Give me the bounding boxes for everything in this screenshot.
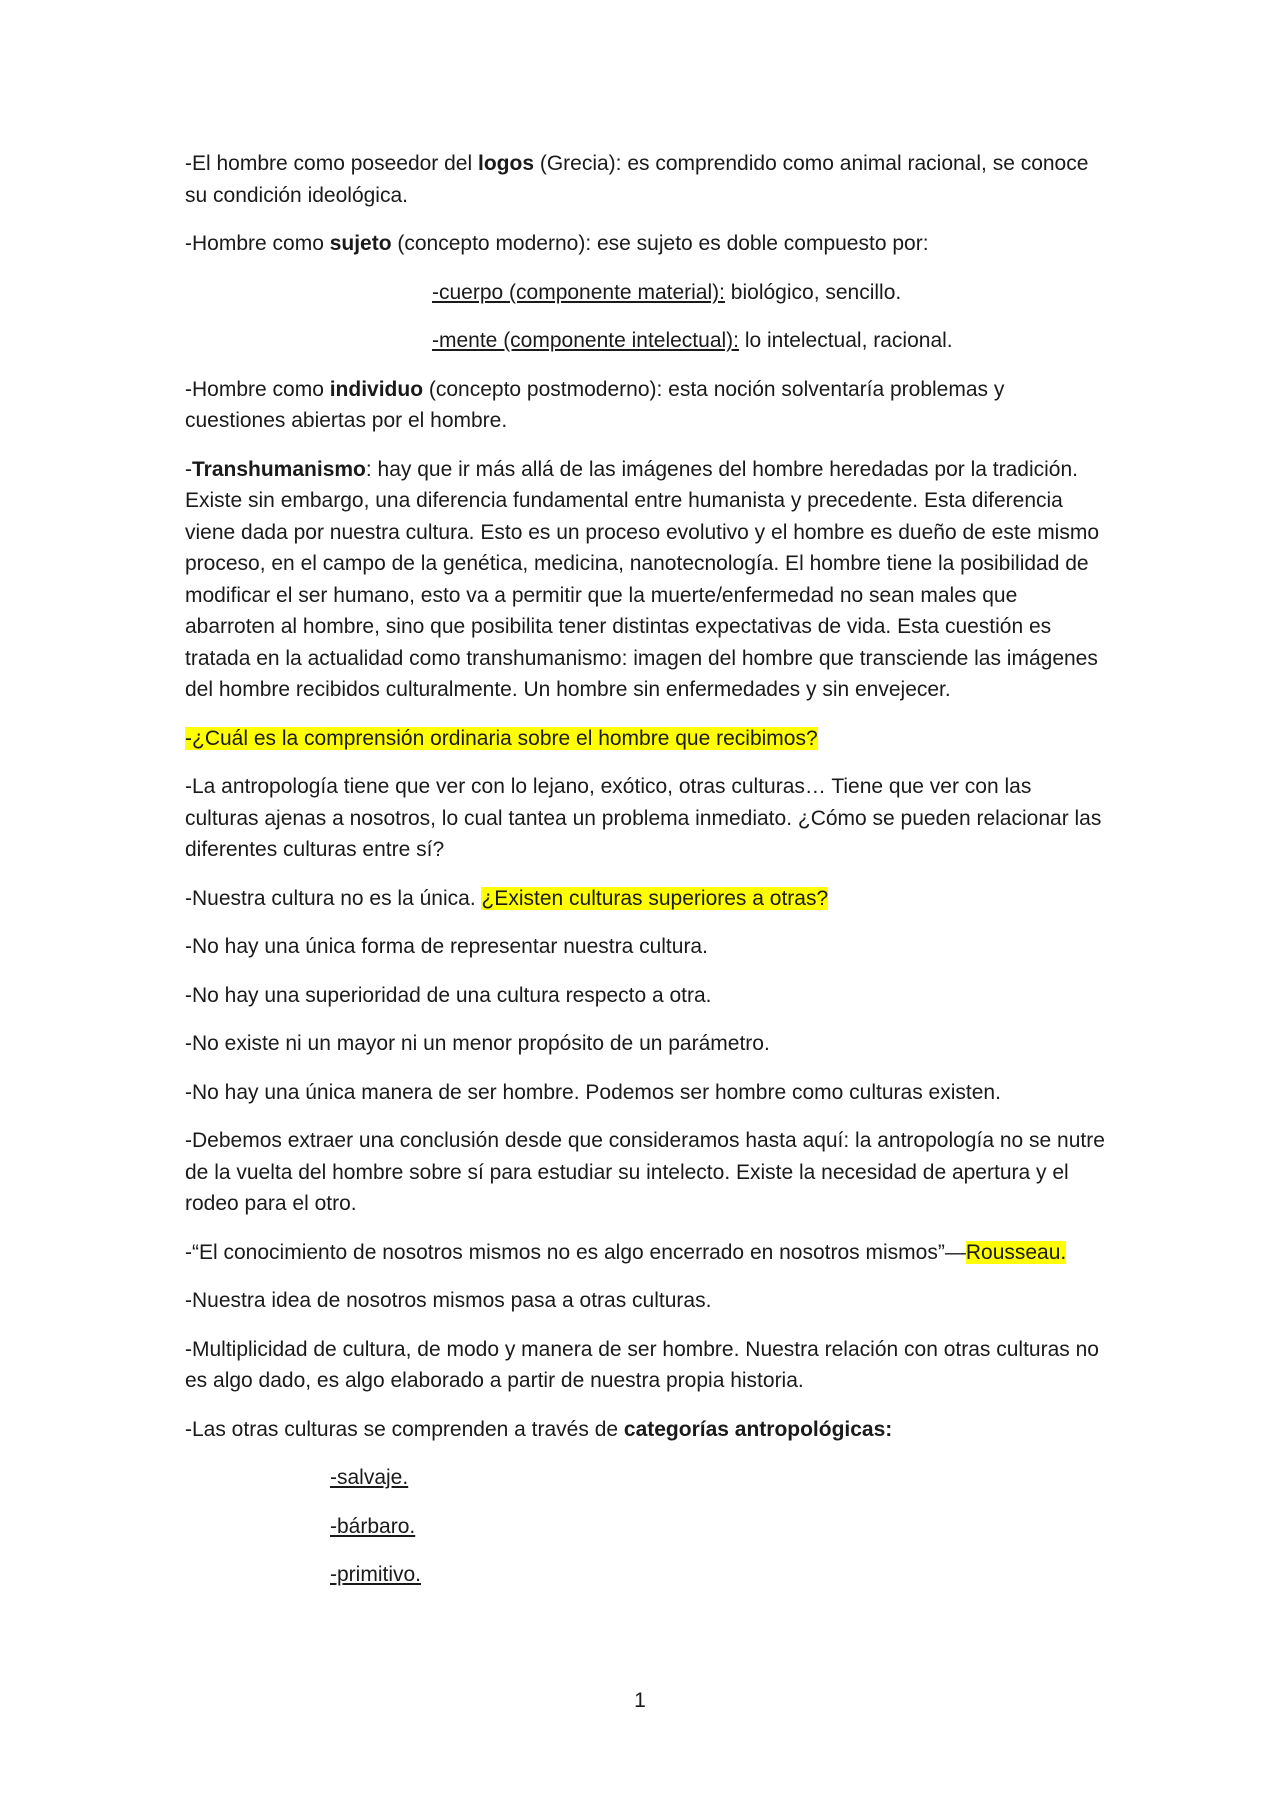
bold-term: individuo: [329, 377, 424, 401]
paragraph-line: -No hay una única manera de ser hombre. Podemos ser hombre como culturas existen.: [185, 1080, 1001, 1104]
underlined-term: -salvaje.: [330, 1466, 409, 1489]
bold-term: sujeto: [329, 232, 392, 255]
paragraph-logos: -El hombre como poseedor del logos (Grecia): es comprendido como animal racional, se conoce su condición ideológica.: [185, 152, 1089, 207]
highlighted-text: ¿Existen culturas superiores a otras?: [481, 886, 829, 910]
underlined-term: -primitivo.: [330, 1563, 422, 1586]
paragraph-conclusion: -Debemos extraer una conclusión desde que consideramos hasta aquí: la antropología no se nutre de la vuelta del hombre sobre sí para estudiar su intelecto. Existe la necesidad de apertura y el rodeo para el otro.: [185, 1129, 1105, 1215]
paragraph-individuo: -Hombre como individuo (concepto postmoderno): esta noción solventaría problemas y cuestiones abiertas por el hombre.: [185, 377, 1005, 432]
paragraph-sujeto: -Hombre como sujeto (concepto moderno): ese sujeto es doble compuesto por:: [185, 232, 929, 255]
list-item-mente: -mente (componente intelectual): lo intelectual, racional.: [432, 329, 953, 352]
paragraph-line: -No hay una única forma de representar nuestra cultura.: [185, 935, 708, 958]
list-item-cuerpo: -cuerpo (componente material): biológico, sencillo.: [432, 280, 902, 304]
paragraph-line: -Nuestra idea de nosotros mismos pasa a otras culturas.: [185, 1289, 712, 1312]
underlined-term: -bárbaro.: [330, 1514, 416, 1538]
paragraph-cultura-unica: -Nuestra cultura no es la única. ¿Existen culturas superiores a otras?: [185, 886, 829, 910]
paragraph-antropologia: -La antropología tiene que ver con lo lejano, exótico, otras culturas… Tiene que ver con las culturas ajenas a nosotros, lo cual tantea un problema inmediato. ¿Cómo se pueden relacionar las diferentes culturas entre sí?: [185, 775, 1102, 861]
paragraph-transhumanismo: -Transhumanismo: hay que ir más allá de las imágenes del hombre heredadas por la tradición. Existe sin embargo, una diferencia fundamental entre humanista y precedente. Esta diferencia viene dada por nuestra cultura. Esto es un proceso evolutivo y el hombre es dueño de este mismo proceso, en el campo de la genética, medicina, nanotecnología. El hombre tiene la posibilidad de modificar el ser humano, esto va a permitir que la muerte/enfermedad no sean males que abarroten al hombre, sino que posibilita tener distintas expectativas de vida. Esta cuestión es tratada en la actualidad como transhumanismo: imagen del hombre que transciende las imágenes del hombre recibidos culturalmente. Un hombre sin enfermedades y sin envejecer.: [185, 457, 1100, 701]
highlighted-text: -¿Cuál es la comprensión ordinaria sobre el hombre que recibimos?: [185, 726, 818, 750]
bold-term: categorías antropológicas:: [623, 1417, 893, 1441]
underlined-term: -cuerpo (componente material):: [432, 280, 725, 304]
bold-term: Transhumanismo: [192, 457, 366, 481]
underlined-term: -mente (componente intelectual):: [432, 329, 739, 352]
list-item-barbaro: [185, 1511, 1105, 1543]
paragraph-line: -No hay una superioridad de una cultura respecto a otra.: [185, 983, 712, 1007]
document-page: [185, 148, 1105, 1608]
list-item-primitivo: [185, 1559, 1105, 1591]
paragraph-quote: -“El conocimiento de nosotros mismos no es algo encerrado en nosotros mismos”—Rousseau.: [185, 1240, 1067, 1264]
bold-term: logos: [478, 152, 534, 175]
highlighted-text: Rousseau.: [965, 1240, 1067, 1264]
page-number: 1: [634, 1689, 646, 1712]
list-item-salvaje: [185, 1462, 1105, 1494]
paragraph-question-highlight: [185, 723, 1105, 755]
paragraph-multiplicidad: -Multiplicidad de cultura, de modo y manera de ser hombre. Nuestra relación con otras culturas no es algo dado, es algo elaborado a partir de nuestra propia historia.: [185, 1337, 1099, 1392]
paragraph-categorias: -Las otras culturas se comprenden a través de categorías antropológicas:: [185, 1417, 893, 1441]
paragraph-line: -No existe ni un mayor ni un menor propósito de un parámetro.: [185, 1032, 770, 1055]
